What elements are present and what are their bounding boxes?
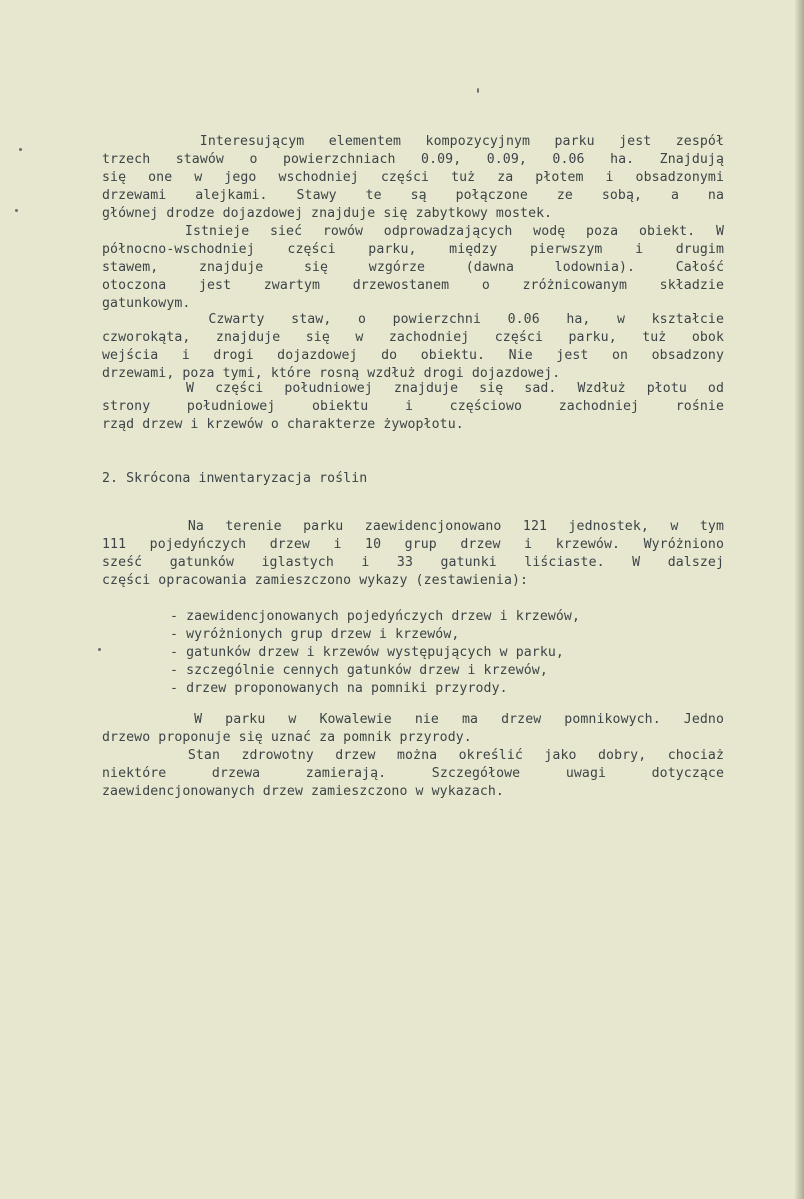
margin-speck	[19, 148, 22, 151]
text-line: trzech stawów o powierzchniach 0.09, 0.09, 0.06 ha. Znajdują	[102, 152, 724, 167]
text-line: otoczona jest zwartym drzewostanem o zróżnicowanym składzie	[102, 278, 724, 293]
text-line: gatunkowym.	[102, 296, 191, 311]
text-line: Istnieje sieć rowów odprowadzających wodę poza obiekt. W	[102, 224, 724, 239]
text-line: 111 pojedyńczych drzew i 10 grup drzew i krzewów. Wyróżniono	[102, 537, 724, 552]
paragraph-inventory	[102, 518, 724, 590]
text-line: Stan zdrowotny drzew można określić jako dobry, chociaż	[102, 748, 724, 763]
text-line: się one w jego wschodniej części tuż za płotem i obsadzonymi	[102, 170, 724, 185]
text-line: części opracowania zamieszczono wykazy (zestawienia):	[102, 573, 529, 588]
text-line: strony południowej obiektu i częściowo zachodniej rośnie	[102, 399, 724, 414]
text-line: drzewo proponuje się uznać za pomnik przyrody.	[102, 730, 472, 745]
paragraph-ponds	[102, 133, 724, 223]
text-line: sześć gatunków iglastych i 33 gatunki liściaste. W dalszej	[102, 555, 724, 570]
text-line: Na terenie parku zaewidencjonowano 121 jednostek, w tym	[102, 519, 724, 534]
paragraph-ditches	[102, 223, 724, 313]
text-line: czworokąta, znajduje się w zachodniej części parku, tuż obok	[102, 330, 724, 345]
list-item: - szczególnie cennych gatunków drzew i krzewów,	[170, 663, 548, 678]
text-line: północno-wschodniej części parku, między pierwszym i drugim	[102, 242, 724, 257]
section-heading: 2. Skrócona inwentaryzacja roślin	[102, 471, 368, 486]
text-line: stawem, znajduje się wzgórze (dawna lodownia). Całość	[102, 260, 724, 275]
text-line: drzewami alejkami. Stawy te są połączone ze sobą, a na	[102, 188, 724, 203]
text-line: głównej drodze dojazdowej znajduje się zabytkowy mostek.	[102, 206, 553, 221]
margin-speck	[98, 648, 101, 651]
text-line: rząd drzew i krzewów o charakterze żywopłotu.	[102, 417, 464, 432]
list-item: - wyróżnionych grup drzew i krzewów,	[170, 627, 460, 642]
text-line: drzewami, poza tymi, które rosną wzdłuż drogi dojazdowej.	[102, 366, 561, 381]
text-line: zaewidencjonowanych drzew zamieszczono w wykazach.	[102, 784, 504, 799]
margin-speck	[477, 88, 479, 93]
list-item: - drzew proponowanych na pomniki przyrody.	[170, 681, 508, 696]
paragraph-fourth-pond	[102, 311, 724, 383]
text-line: Czwarty staw, o powierzchni 0.06 ha, w kształcie	[102, 312, 724, 327]
text-line: W części południowej znajduje się sad. Wzdłuż płotu od	[102, 381, 724, 396]
paragraph-monument-trees	[102, 711, 724, 747]
page-edge-shadow	[794, 0, 804, 1199]
list-item: - zaewidencjonowanych pojedyńczych drzew i krzewów,	[170, 609, 581, 624]
paragraph-orchard	[102, 380, 724, 434]
list-item: - gatunków drzew i krzewów występujących w parku,	[170, 645, 564, 660]
text-line: niektóre drzewa zamierają. Szczegółowe uwagi dotyczące	[102, 766, 724, 781]
text-line: Interesującym elementem kompozycyjnym parku jest zespół	[102, 134, 724, 149]
text-line: wejścia i drogi dojazdowej do obiektu. Nie jest on obsadzony	[102, 348, 724, 363]
margin-speck	[15, 209, 18, 212]
text-line: W parku w Kowalewie nie ma drzew pomnikowych. Jedno	[102, 712, 724, 727]
paragraph-health	[102, 747, 724, 801]
